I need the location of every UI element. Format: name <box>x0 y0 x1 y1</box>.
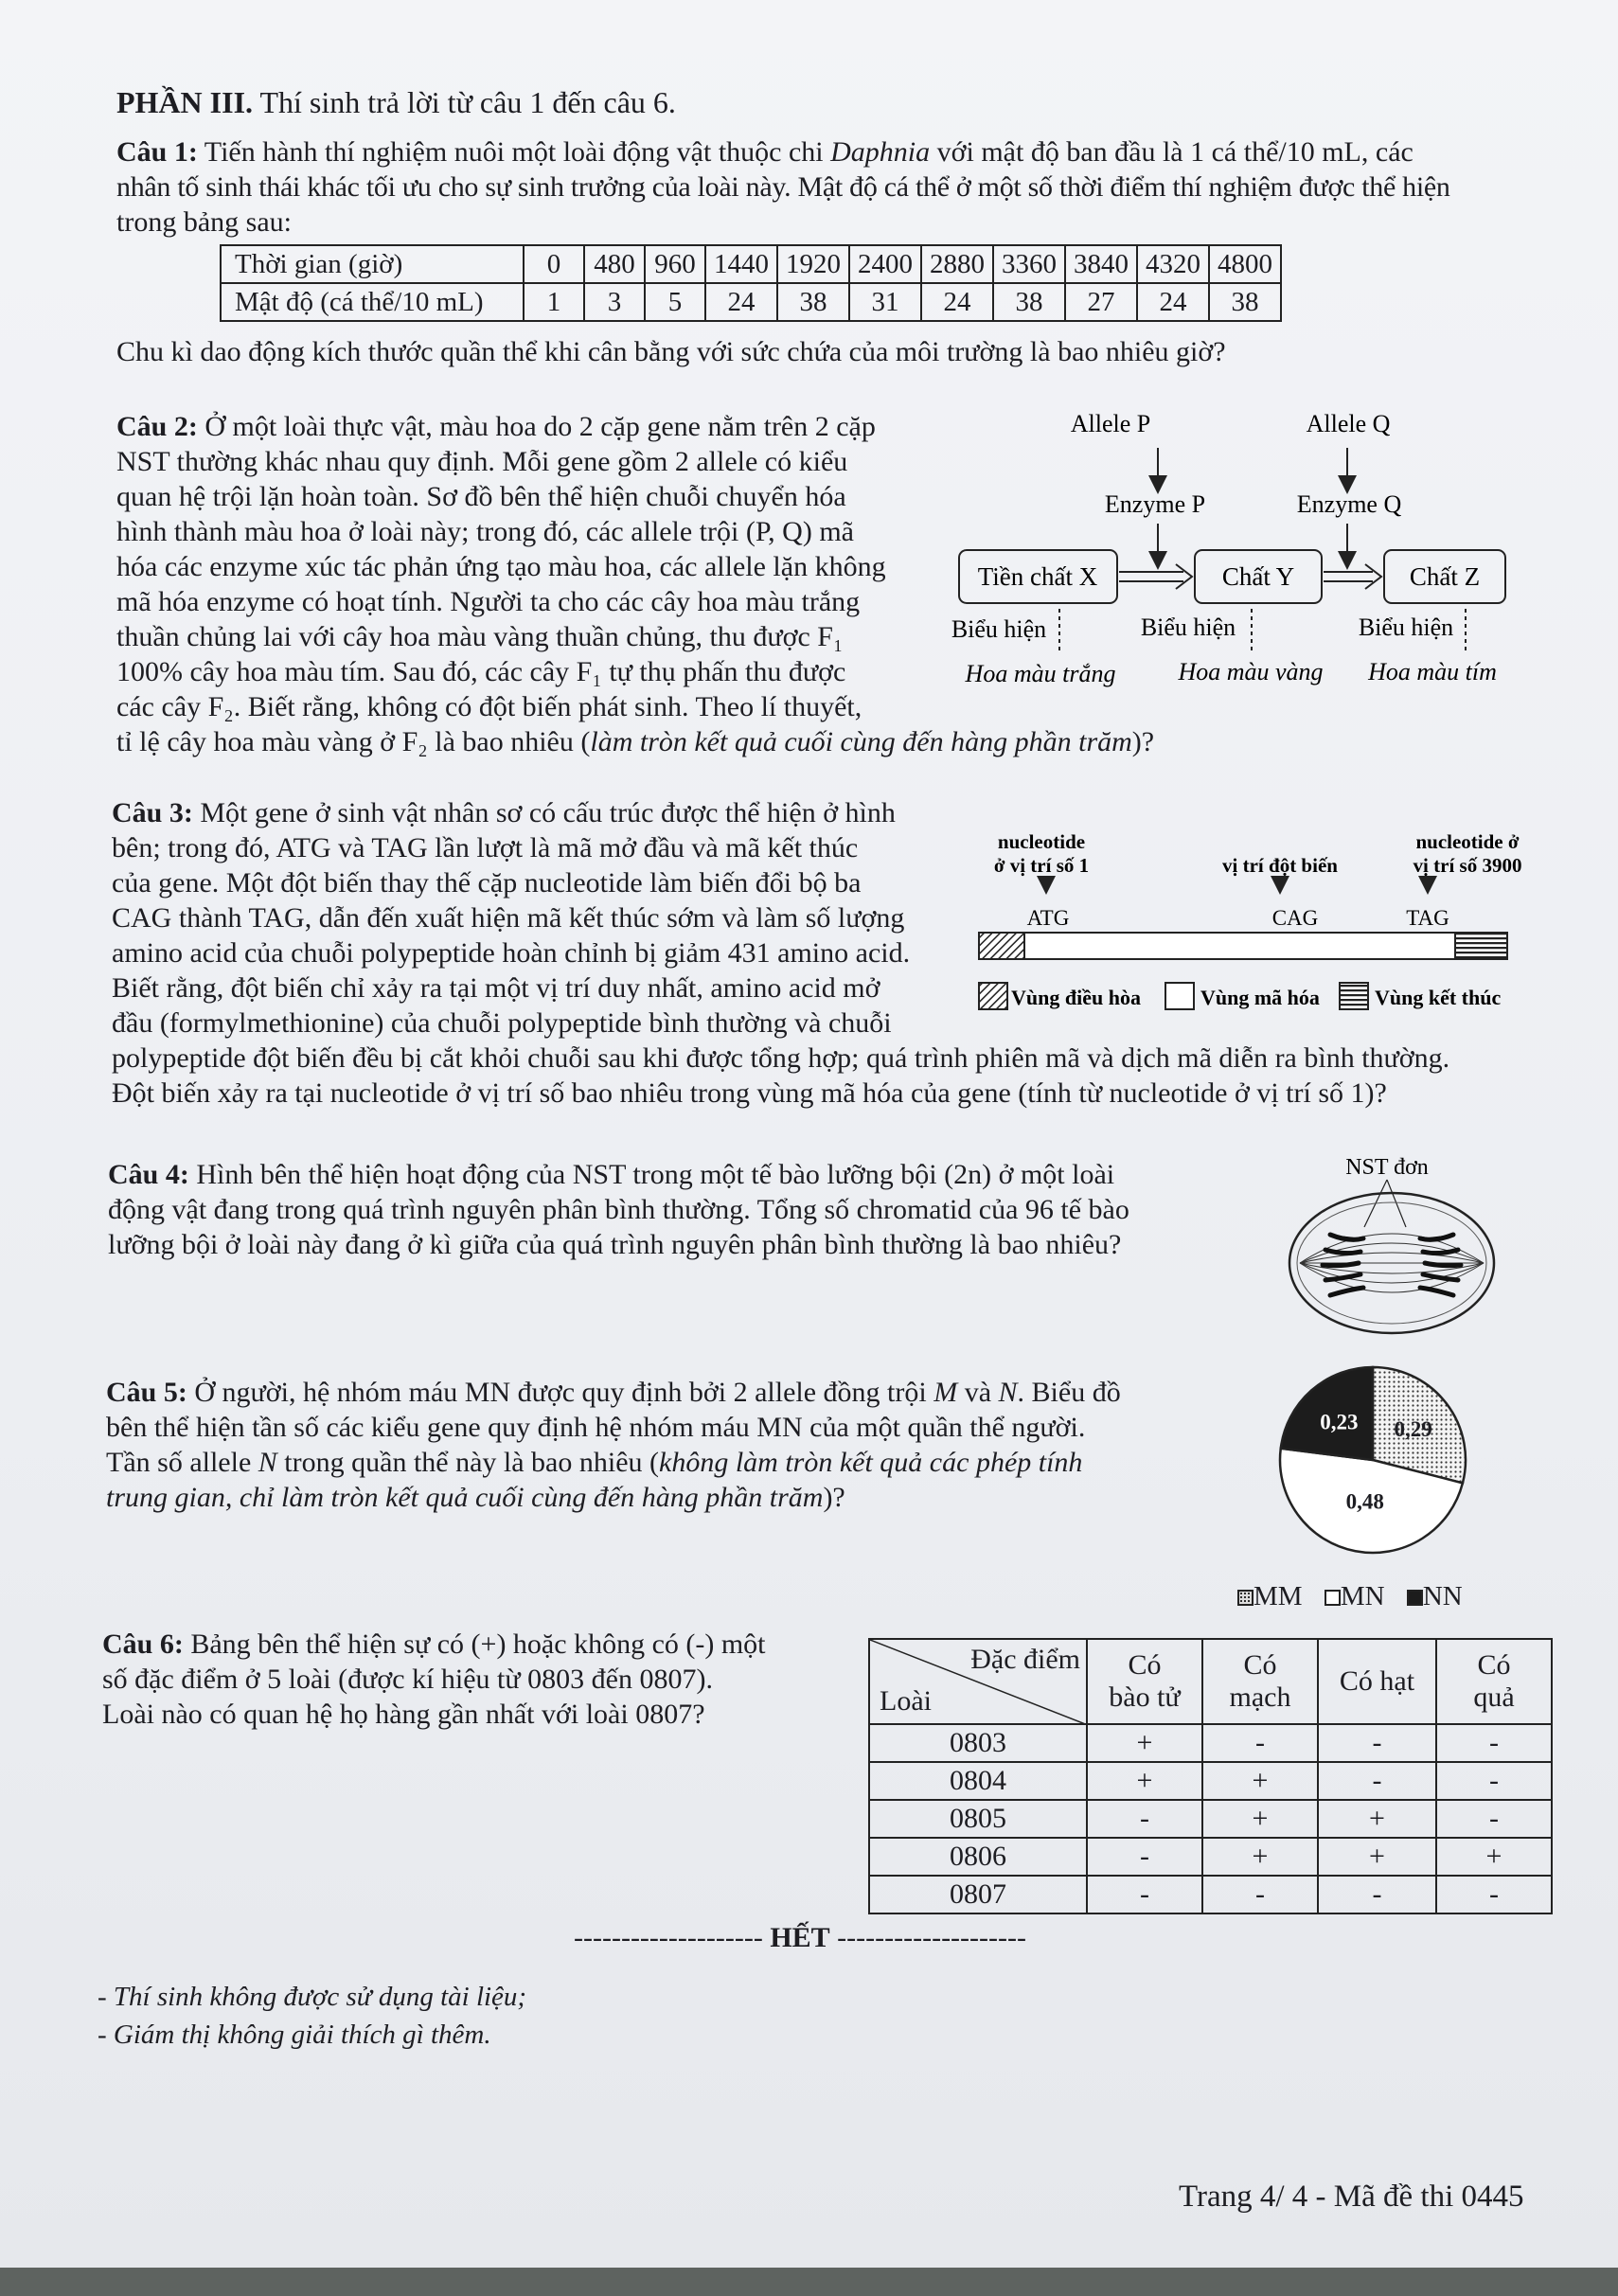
box-precursor-x-label: Tiền chất X <box>977 562 1098 591</box>
legend-regulatory-label: Vùng điều hòa <box>1011 986 1141 1009</box>
enzyme-q-label: Enzyme Q <box>1296 490 1402 518</box>
col-vascular <box>1202 1639 1318 1724</box>
density-row <box>221 283 1281 321</box>
q2-text-italic: làm tròn kết quả cuối cùng đến hàng phần trăm <box>590 726 1132 757</box>
purple-flower-label: Hoa màu tím <box>1368 658 1497 685</box>
stop-codon-label: TAG <box>1406 906 1449 930</box>
time-cell: 3840 <box>1065 245 1137 283</box>
trait-cell: - <box>1436 1762 1552 1800</box>
mitosis-cell-figure <box>1273 1148 1510 1351</box>
q1-text: Tiến hành thí nghiệm nuôi một loài động vật thuộc chi <box>197 136 831 168</box>
pos1-label: ở vị trí số 1 <box>993 854 1090 877</box>
legend-mm-swatch <box>1237 1590 1254 1606</box>
part-instruction: Thí sinh trả lời từ câu 1 đến câu 6. <box>253 85 676 119</box>
time-cell: 960 <box>645 245 705 283</box>
col-vascular-line1: Có <box>1243 1649 1277 1681</box>
q3-text: đầu (formylmethionine) của chuỗi polypeptide bình thường và chuỗi <box>112 1007 892 1039</box>
q2-text: 100% cây hoa màu tím. Sau đó, các cây F₁ tự thụ phấn thu được <box>116 656 846 687</box>
q4-text: Hình bên thể hiện hoạt động của NST trong một tế bào lưỡng bội (2n) ở một loài <box>188 1159 1115 1190</box>
legend-nn-swatch <box>1407 1590 1423 1606</box>
col-vascular-line2: mạch <box>1229 1682 1291 1713</box>
density-cell: 24 <box>705 283 777 321</box>
question-1 <box>116 134 1537 240</box>
time-row-header: Thời gian (giờ) <box>221 245 524 283</box>
q3-text: polypeptide đột biến đều bị cắt khỏi chuỗi sau khi được tổng hợp; quá trình phiên mã và dịch mã diễn ra bình thường. <box>112 1042 1450 1074</box>
density-cell: 31 <box>849 283 921 321</box>
q6-text: số đặc điểm ở 5 loài (được kí hiệu từ 0803 đến 0807). <box>102 1664 713 1695</box>
q1-text: trong bảng sau: <box>116 206 292 238</box>
species-cell: 0807 <box>869 1876 1087 1913</box>
trait-cell: - <box>1436 1876 1552 1913</box>
density-row-header: Mật độ (cá thể/10 mL) <box>221 283 524 321</box>
trait-cell: + <box>1318 1838 1436 1876</box>
q6-text: Loài nào có quan hệ họ hàng gần nhất với loài 0807? <box>102 1699 705 1730</box>
termination-region <box>1455 933 1507 959</box>
note-no-materials: - Thí sinh không được sử dụng tài liệu; <box>98 1982 527 2012</box>
q5-text: . Biểu đồ <box>1017 1377 1121 1408</box>
table-row <box>869 1762 1552 1800</box>
density-table <box>220 244 1282 322</box>
density-cell: 3 <box>584 283 645 321</box>
table-row <box>869 1724 1552 1762</box>
end-dashes: -------------------- <box>574 1922 763 1953</box>
single-chromosome-label: NST đơn <box>1345 1155 1429 1180</box>
species-cell: 0805 <box>869 1800 1087 1838</box>
trait-cell: - <box>1202 1876 1318 1913</box>
col-spores-line1: Có <box>1128 1649 1162 1681</box>
q5-text-italic: trung gian, chỉ làm tròn kết quả cuối cùng đến hàng phần trăm <box>106 1482 824 1513</box>
white-flower-label: Hoa màu trắng <box>965 660 1116 687</box>
question-5 <box>106 1375 1223 1515</box>
table-surface <box>0 2268 1618 2296</box>
time-row <box>221 245 1281 283</box>
q5-text: Ở người, hệ nhóm máu MN được quy định bởi 2 allele đồng trội <box>187 1377 934 1408</box>
pie-legend <box>1237 1581 1463 1612</box>
q5-text-italic: không làm tròn kết quả các phép tính <box>659 1447 1083 1478</box>
trait-cell: + <box>1087 1762 1202 1800</box>
legend-coding-label: Vùng mã hóa <box>1200 986 1320 1009</box>
q2-text: mã hóa enzyme có hoạt tính. Người ta cho các cây hoa màu trắng <box>116 586 861 617</box>
q2-text: Ở một loài thực vật, màu hoa do 2 cặp gene nằm trên 2 cặp <box>197 411 876 442</box>
q2-text: hình thành màu hoa ở loài này; trong đó, các allele trội (P, Q) mã <box>116 516 854 547</box>
q2-text: thuần chủng lai với cây hoa màu vàng thuần chủng, thu được F₁ <box>116 621 844 652</box>
q3-text: amino acid của chuỗi polypeptide hoàn chỉnh bị giảm 431 amino acid. <box>112 937 911 969</box>
part-number: PHẦN III. <box>116 85 254 119</box>
col-seeds-label: Có hạt <box>1339 1665 1415 1697</box>
trait-cell: - <box>1436 1724 1552 1762</box>
box-substance-z-label: Chất Z <box>1409 562 1481 591</box>
density-cell: 38 <box>993 283 1065 321</box>
page-footer: Trang 4/ 4 - Mã đề thi 0445 <box>1179 2180 1524 2214</box>
species-cell: 0803 <box>869 1724 1087 1762</box>
time-cell: 480 <box>584 245 645 283</box>
pie-label-mn: 0,48 <box>1345 1489 1384 1514</box>
q5-text: và <box>957 1377 999 1408</box>
allele-n: N <box>998 1377 1018 1408</box>
chromosomes <box>1323 1235 1461 1295</box>
note-no-explanation: - Giám thị không giải thích gì thêm. <box>98 2020 491 2050</box>
q3-text: bên; trong đó, ATG và TAG lần lượt là mã mở đầu và mã kết thúc <box>112 832 859 863</box>
expression-label: Biểu hiện <box>1358 614 1454 641</box>
species-cell: 0806 <box>869 1838 1087 1876</box>
trait-cell: - <box>1087 1838 1202 1876</box>
time-cell: 4320 <box>1137 245 1209 283</box>
q2-text: các cây F₂. Biết rằng, không có đột biến phát sinh. Theo lí thuyết, <box>116 691 862 722</box>
trait-cell: + <box>1436 1838 1552 1876</box>
end-marker <box>574 1922 1026 1954</box>
q5-text: Tần số allele <box>106 1447 258 1478</box>
q4-text: lưỡng bội ở loài này đang ở kì giữa của quá trình nguyên phân bình thường là bao nhiêu? <box>108 1229 1122 1260</box>
pie-slices <box>1280 1367 1466 1553</box>
density-cell: 27 <box>1065 283 1137 321</box>
q2-text: quan hệ trội lặn hoàn toàn. Sơ đồ bên thể hiện chuỗi chuyển hóa <box>116 481 846 512</box>
legend-mn <box>1325 1581 1385 1611</box>
regulatory-region <box>979 933 1024 959</box>
allele-q-label: Allele Q <box>1306 410 1391 437</box>
q3-text: của gene. Một đột biến thay thế cặp nucleotide làm biến đổi bộ ba <box>112 867 862 899</box>
trait-cell: - <box>1436 1800 1552 1838</box>
pos3900-label: nucleotide ở <box>1415 830 1520 853</box>
traits-header-row <box>869 1639 1552 1724</box>
time-cell: 4800 <box>1209 245 1281 283</box>
time-cell: 0 <box>524 245 584 283</box>
legend-nn <box>1407 1581 1463 1611</box>
pos3900-label: vị trí số 3900 <box>1413 854 1522 877</box>
trait-cell: - <box>1318 1724 1436 1762</box>
species-name: Daphnia <box>830 136 931 168</box>
trait-cell: - <box>1318 1876 1436 1913</box>
col-fruit-line2: quả <box>1473 1682 1515 1713</box>
density-cell: 1 <box>524 283 584 321</box>
pie-label-mm: 0,29 <box>1394 1416 1432 1441</box>
double-arrow-icon <box>1324 564 1381 589</box>
time-cell: 1920 <box>777 245 849 283</box>
traits-table <box>868 1638 1553 1914</box>
question-3-label: Câu 3: <box>112 797 193 828</box>
density-cell: 38 <box>1209 283 1281 321</box>
question-1-label: Câu 1: <box>116 136 198 168</box>
q3-text: Một gene ở sinh vật nhân sơ có cấu trúc được thể hiện ở hình <box>192 797 896 828</box>
q2-text: tỉ lệ cây hoa màu vàng ở F₂ là bao nhiêu ( <box>116 726 591 757</box>
q2-text: NST thường khác nhau quy định. Mỗi gene gồm 2 allele có kiểu <box>116 446 848 477</box>
genotype-pie-chart <box>1273 1361 1472 1559</box>
question-6-label: Câu 6: <box>102 1629 184 1660</box>
q5-text: )? <box>823 1482 845 1513</box>
time-cell: 3360 <box>993 245 1065 283</box>
trait-cell: + <box>1202 1762 1318 1800</box>
trait-cell: - <box>1202 1724 1318 1762</box>
double-arrow-icon <box>1119 564 1192 589</box>
corner-species-label: Loài <box>880 1685 932 1717</box>
legend-coding-swatch <box>1165 983 1194 1009</box>
legend-nn-label: NN <box>1422 1581 1463 1611</box>
coding-region <box>1024 933 1455 959</box>
question-5-label: Câu 5: <box>106 1377 187 1408</box>
trait-cell: + <box>1202 1800 1318 1838</box>
yellow-flower-label: Hoa màu vàng <box>1178 658 1324 685</box>
col-spores-line2: bào tử <box>1109 1682 1181 1713</box>
trait-cell: - <box>1087 1876 1202 1913</box>
time-cell: 1440 <box>705 245 777 283</box>
question-4-label: Câu 4: <box>108 1159 189 1190</box>
question-4 <box>108 1157 1282 1262</box>
corner-trait-label: Đặc điểm <box>970 1644 1080 1675</box>
q1-text: nhân tố sinh thái khác tối ưu cho sự sinh trưởng của loài này. Mật độ cá thể ở một số thời điểm thí nghiệm được thể hiện <box>116 171 1450 203</box>
col-seeds <box>1318 1639 1436 1724</box>
legend-mn-label: MN <box>1340 1581 1385 1611</box>
density-cell: 5 <box>645 283 705 321</box>
legend-termination-swatch <box>1340 983 1368 1009</box>
pathway-diagram <box>942 405 1510 699</box>
legend-regulatory-swatch <box>979 983 1007 1009</box>
q5-text: bên thể hiện tần số các kiểu gene quy định hệ nhóm máu MN của một quần thể người. <box>106 1412 1086 1443</box>
question-2-label: Câu 2: <box>116 411 198 442</box>
legend-mm <box>1237 1581 1303 1611</box>
pointer-line <box>1387 1180 1406 1227</box>
end-dashes: -------------------- <box>837 1922 1026 1953</box>
density-cell: 38 <box>777 283 849 321</box>
col-spores <box>1087 1639 1202 1724</box>
legend-termination-label: Vùng kết thúc <box>1375 986 1502 1009</box>
q3-text: CAG thành TAG, dẫn đến xuất hiện mã kết thúc sớm và làm số lượng <box>112 902 905 934</box>
q1-question: Chu kì dao động kích thước quần thể khi cân bằng với sức chứa của môi trường là bao nhiêu giờ? <box>116 336 1226 367</box>
allele-p-label: Allele P <box>1070 410 1151 437</box>
q6-text: Bảng bên thể hiện sự có (+) hoặc không có (-) một <box>183 1629 766 1660</box>
gene-structure-diagram <box>975 828 1543 1018</box>
time-cell: 2880 <box>921 245 993 283</box>
q3-text: Đột biến xảy ra tại nucleotide ở vị trí số bao nhiêu trong vùng mã hóa của gene (tính từ nucleotide ở vị trí số 1)? <box>112 1077 1387 1109</box>
expression-label: Biểu hiện <box>951 615 1047 643</box>
allele-n: N <box>258 1447 277 1478</box>
box-substance-y-label: Chất Y <box>1221 562 1295 591</box>
q2-text: )? <box>1131 726 1155 757</box>
q1-text: với mật độ ban đầu là 1 cá thể/10 mL, các <box>930 136 1414 168</box>
trait-cell: + <box>1318 1800 1436 1838</box>
legend-mn-swatch <box>1325 1590 1341 1606</box>
q4-text: động vật đang trong quá trình nguyên phân bình thường. Tổng số chromatid của 96 tế bào <box>108 1194 1129 1225</box>
pos1-label: nucleotide <box>997 830 1086 853</box>
q2-text: hóa các enzyme xúc tác phản ứng tạo màu hoa, các allele lặn không <box>116 551 886 582</box>
trait-cell: - <box>1087 1800 1202 1838</box>
time-cell: 2400 <box>849 245 921 283</box>
q5-text: trong quần thể này là bao nhiêu ( <box>276 1447 660 1478</box>
allele-m: M <box>933 1377 958 1408</box>
mutation-label: vị trí đột biến <box>1222 854 1338 877</box>
trait-cell: + <box>1087 1724 1202 1762</box>
table-row <box>869 1800 1552 1838</box>
col-fruit-line1: Có <box>1477 1649 1511 1681</box>
mutation-codon-label: CAG <box>1271 906 1319 930</box>
end-word: HẾT <box>770 1922 830 1953</box>
trait-cell: - <box>1318 1762 1436 1800</box>
legend-mm-label: MM <box>1254 1581 1303 1611</box>
question-6 <box>102 1627 860 1732</box>
table-row <box>869 1876 1552 1913</box>
col-fruit <box>1436 1639 1552 1724</box>
trait-cell: + <box>1202 1838 1318 1876</box>
density-cell: 24 <box>1137 283 1209 321</box>
enzyme-p-label: Enzyme P <box>1104 490 1206 518</box>
density-cell: 24 <box>921 283 993 321</box>
expression-label: Biểu hiện <box>1140 614 1236 641</box>
pie-label-nn: 0,23 <box>1320 1410 1359 1434</box>
start-codon-label: ATG <box>1026 906 1070 930</box>
q3-text: Biết rằng, đột biến chỉ xảy ra tại một vị trí duy nhất, amino acid mở <box>112 972 880 1004</box>
species-cell: 0804 <box>869 1762 1087 1800</box>
table-row <box>869 1838 1552 1876</box>
corner-header <box>869 1639 1087 1724</box>
part-heading <box>116 85 676 120</box>
